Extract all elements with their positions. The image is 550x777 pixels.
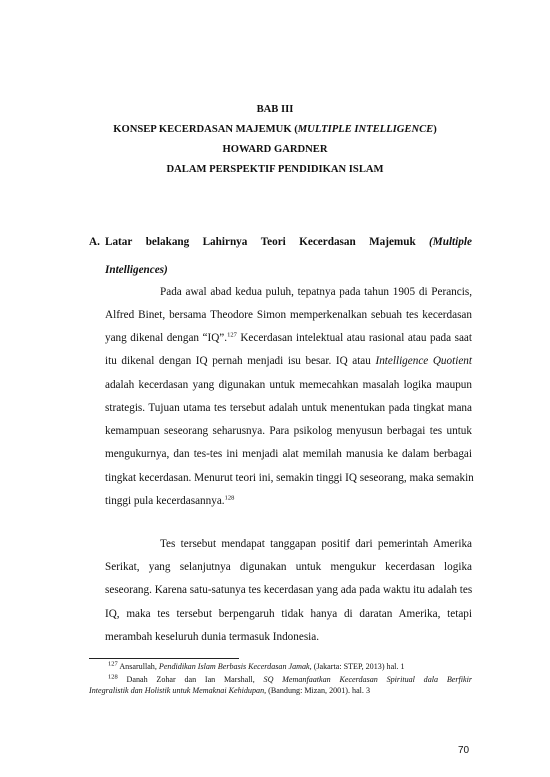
footnote-ref[interactable]: 128	[224, 494, 235, 502]
chapter-title: KONSEP KECERDASAN MAJEMUK (MULTIPLE INTELLIGENCE)	[113, 124, 437, 135]
body-line: itu dikenal dengan IQ pernah menjadi isu besar. IQ atau Intelligence Quotient	[105, 355, 473, 367]
section-title-continued: Intelligences)	[105, 264, 168, 276]
section-title-word: (Multiple	[429, 236, 472, 248]
body-line: mengukurnya, dan tes-tes ini menjadi alat memilah manusia ke dalam berbagai	[105, 448, 472, 460]
body-line: Tes tersebut mendapat tanggapan positif dari pemerintah Amerika	[160, 538, 472, 550]
body-line: adalah kecerdasan yang digunakan untuk memecahkan masalah logika maupun	[105, 379, 472, 391]
footnote-127: $^{127}$ Ansarullah, Pendidikan Islam Berbasis Kecerdasan Jamak, (Jakarta: STEP, 2013) hal. 1	[108, 660, 405, 671]
body-line: tingkat kecerdasan. Menurut teori ini, semakin tinggi IQ seseorang, maka semakin	[105, 472, 474, 484]
section-title-word: Teori	[260, 236, 286, 248]
section-title-word: Kecerdasan	[299, 236, 356, 248]
section-title-word: belakang	[145, 236, 190, 248]
chapter-subtitle-perspective: DALAM PERSPEKTIF PENDIDIKAN ISLAM	[166, 164, 384, 175]
footnote-separator	[89, 658, 239, 659]
footnote-128: $^{128}$ Danah Zohar dan Ian Marshall, SQ Memanfaatkan Kecerdasan Spiritual dala Berfikir	[108, 673, 472, 684]
section-title-word: Latar	[105, 236, 133, 248]
section-title-word: Lahirnya	[202, 236, 248, 248]
chapter-label: BAB III	[256, 104, 294, 115]
body-line: seseorang. Karena satu-satunya tes kecerdasan yang ada pada waktu itu adalah tes	[105, 584, 473, 596]
page-number: 70	[458, 745, 470, 756]
body-line: kemampuan seseorang seharusnya. Para psikolog menyusun berbagai tes untuk	[105, 425, 472, 437]
section-title-word: Majemuk	[369, 236, 416, 248]
body-line: IQ, maka tes tersebut berpengaruh tidak hanya di daratan Amerika, tetapi	[105, 608, 472, 620]
section-title	[105, 236, 472, 248]
chapter-subtitle-author: HOWARD GARDNER	[222, 144, 328, 155]
body-line: Pada awal abad kedua puluh, tepatnya pada tahun 1905 di Perancis,	[160, 286, 472, 298]
body-line: tinggi pula kecerdasannya.$^{128}$	[105, 494, 235, 507]
section-number: A.	[89, 236, 100, 248]
body-line: Serikat, yang selanjutnya digunakan untuk mengukur kecerdasan logika	[105, 561, 472, 573]
body-line: yang dikenal dengan “IQ”.$^{127}$ Kecerdasan intelektual atau rasional atau pada saat	[105, 331, 472, 344]
body-line: merambah keseluruh dunia termasuk Indonesia.	[105, 631, 320, 643]
footnote-ref[interactable]: 127	[227, 331, 237, 339]
body-line: strategis. Tujuan utama tes tersebut adalah untuk menentukan pada tingkat mana	[105, 402, 472, 414]
body-line: Alfred Binet, bersama Theodore Simon memperkenalkan sebuah tes kecerdasan	[105, 309, 472, 321]
footnote-128-continued: Integralistik dan Holistik untuk Memaknai Kehidupan, (Bandung: Mizan, 2001). hal. 3	[89, 686, 370, 695]
